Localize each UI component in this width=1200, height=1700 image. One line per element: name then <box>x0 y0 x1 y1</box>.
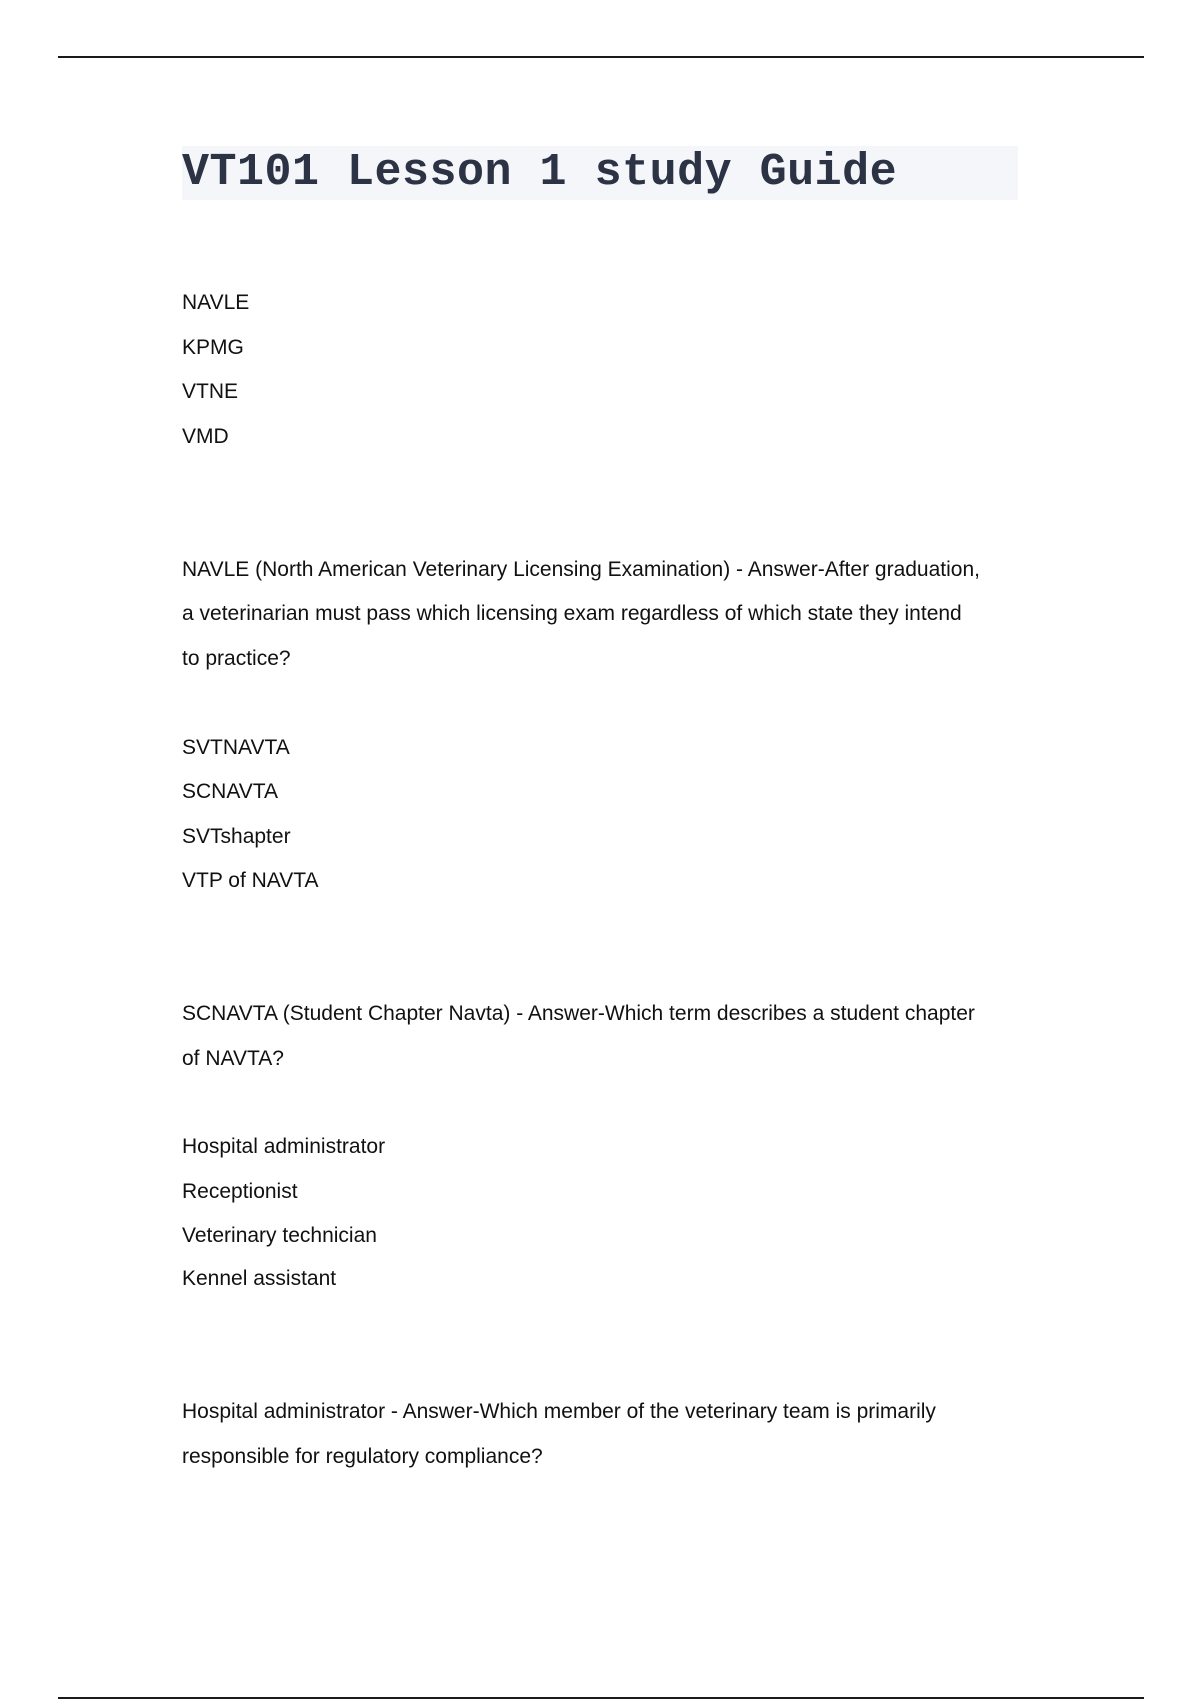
q3-option: Hospital administrator <box>182 1135 386 1158</box>
page-title: VT101 Lesson 1 study Guide <box>182 147 898 198</box>
q1-option: VTNE <box>182 380 239 403</box>
title-block <box>182 146 1018 200</box>
q2-option: SCNAVTA <box>182 780 279 803</box>
q2-answer-line: of NAVTA? <box>182 1047 284 1070</box>
q1-answer-line: to practice? <box>182 647 291 670</box>
q3-answer-line: Hospital administrator - Answer-Which member of the veterinary team is primarily <box>182 1400 936 1423</box>
q3-option: Veterinary technician <box>182 1224 377 1247</box>
q1-answer-line: a veterinarian must pass which licensing exam regardless of which state they intend <box>182 602 962 625</box>
q2-option: VTP of NAVTA <box>182 869 319 892</box>
q3-answer-line: responsible for regulatory compliance? <box>182 1445 543 1468</box>
bottom-rule <box>58 1697 1144 1699</box>
q3-option: Kennel assistant <box>182 1267 337 1290</box>
q2-answer-line: SCNAVTA (Student Chapter Navta) - Answer-Which term describes a student chapter <box>182 1002 975 1025</box>
q1-option: VMD <box>182 425 229 448</box>
q3-option: Receptionist <box>182 1180 298 1203</box>
q2-option: SVTNAVTA <box>182 736 290 759</box>
q1-answer-line: NAVLE (North American Veterinary Licensing Examination) - Answer-After graduation, <box>182 558 980 581</box>
q2-option: SVTshapter <box>182 825 291 848</box>
top-rule <box>58 56 1144 58</box>
q1-option: NAVLE <box>182 291 250 314</box>
q1-option: KPMG <box>182 336 244 359</box>
